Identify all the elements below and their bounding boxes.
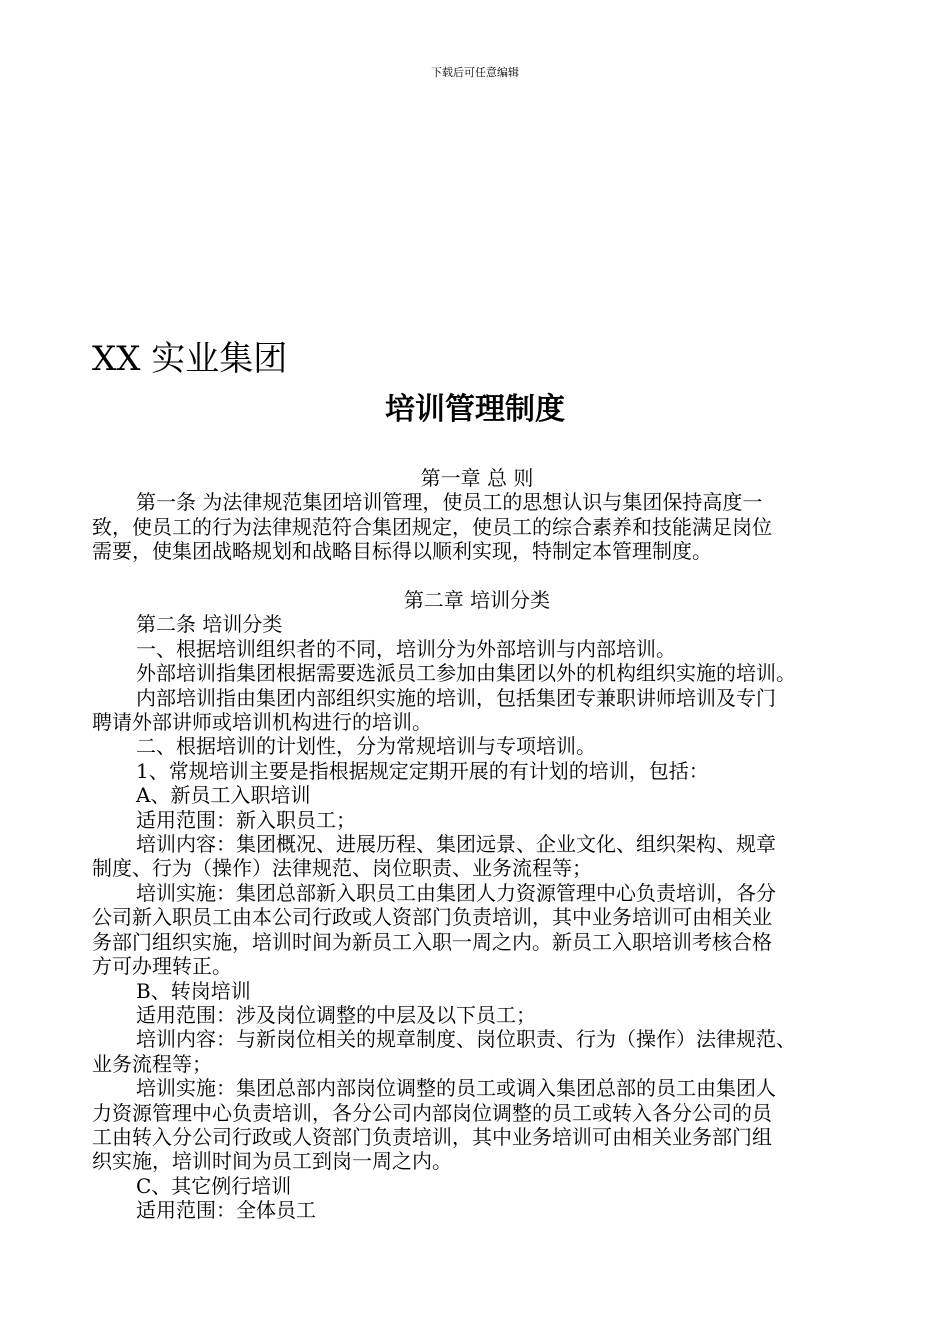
body-line: 公司新入职员工由本公司行政或人资部门负责培训，其中业务培训可由相关业 bbox=[92, 905, 772, 930]
body-line: B、转岗培训 bbox=[136, 978, 251, 1003]
chapter-2-heading: 第二章 培训分类 bbox=[403, 588, 551, 613]
body-line: 适用范围：涉及岗位调整的中层及以下员工； bbox=[136, 1002, 536, 1027]
body-line: 外部培训指集团根据需要选派员工参加由集团以外的机构组织实施的培训。 bbox=[136, 661, 796, 686]
body-line: 适用范围：全体员工 bbox=[136, 1198, 316, 1223]
body-line: 1、常规培训主要是指根据规定定期开展的有计划的培训，包括： bbox=[136, 758, 709, 783]
body-line: 织实施，培训时间为员工到岗一周之内。 bbox=[92, 1149, 452, 1174]
article-1-line: 第一条 为法律规范集团培训管理，使员工的思想认识与集团保持高度一 bbox=[136, 490, 763, 515]
body-line: 方可办理转正。 bbox=[92, 954, 232, 979]
body-line: 力资源管理中心负责培训，各分公司内部岗位调整的员工或转入各分公司的员 bbox=[92, 1100, 772, 1125]
page-header-note: 下载后可任意编辑 bbox=[431, 66, 519, 79]
body-line: 内部培训指由集团内部组织实施的培训，包括集团专兼职讲师培训及专门 bbox=[136, 685, 776, 710]
body-line: 培训内容：与新岗位相关的规章制度、岗位职责、行为（操作）法律规范、 bbox=[136, 1027, 796, 1052]
body-line: 业务流程等； bbox=[92, 1051, 212, 1076]
body-line: 培训内容：集团概况、进展历程、集团远景、企业文化、组织架构、规章 bbox=[136, 832, 776, 857]
body-line: 培训实施：集团总部新入职员工由集团人力资源管理中心负责培训，各分 bbox=[136, 880, 776, 905]
article-2-title: 第二条 培训分类 bbox=[136, 612, 283, 637]
article-1-line: 需要，使集团战略规划和战略目标得以顺利实现，特制定本管理制度。 bbox=[92, 539, 712, 564]
body-line: 一、根据培训组织者的不同，培训分为外部培训与内部培训。 bbox=[136, 636, 676, 661]
company-name: XX 实业集团 bbox=[92, 339, 288, 379]
paragraph-gap bbox=[92, 564, 862, 588]
body-line: 务部门组织实施，培训时间为新员工入职一周之内。新员工入职培训考核合格 bbox=[92, 929, 772, 954]
chapter-1-heading: 第一章 总 则 bbox=[420, 466, 534, 490]
body-line: 聘请外部讲师或培训机构进行的培训。 bbox=[92, 710, 432, 735]
body-line: 制度、行为（操作）法律规范、岗位职责、业务流程等； bbox=[92, 856, 592, 881]
article-1-line: 致，使员工的行为法律规范符合集团规定，使员工的综合素养和技能满足岗位 bbox=[92, 514, 772, 539]
body-line: C、其它例行培训 bbox=[136, 1173, 292, 1198]
body-line: 二、根据培训的计划性，分为常规培训与专项培训。 bbox=[136, 734, 596, 759]
body-line: A、新员工入职培训 bbox=[136, 783, 311, 808]
body-line: 培训实施：集团总部内部岗位调整的员工或调入集团总部的员工由集团人 bbox=[136, 1076, 776, 1101]
body-line: 适用范围：新入职员工； bbox=[136, 807, 356, 832]
document-title: 培训管理制度 bbox=[385, 392, 565, 427]
body-line: 工由转入分公司行政或人资部门负责培训，其中业务培训可由相关业务部门组 bbox=[92, 1124, 772, 1149]
document-body bbox=[92, 466, 862, 1223]
chapter-2-lines bbox=[92, 637, 862, 1223]
